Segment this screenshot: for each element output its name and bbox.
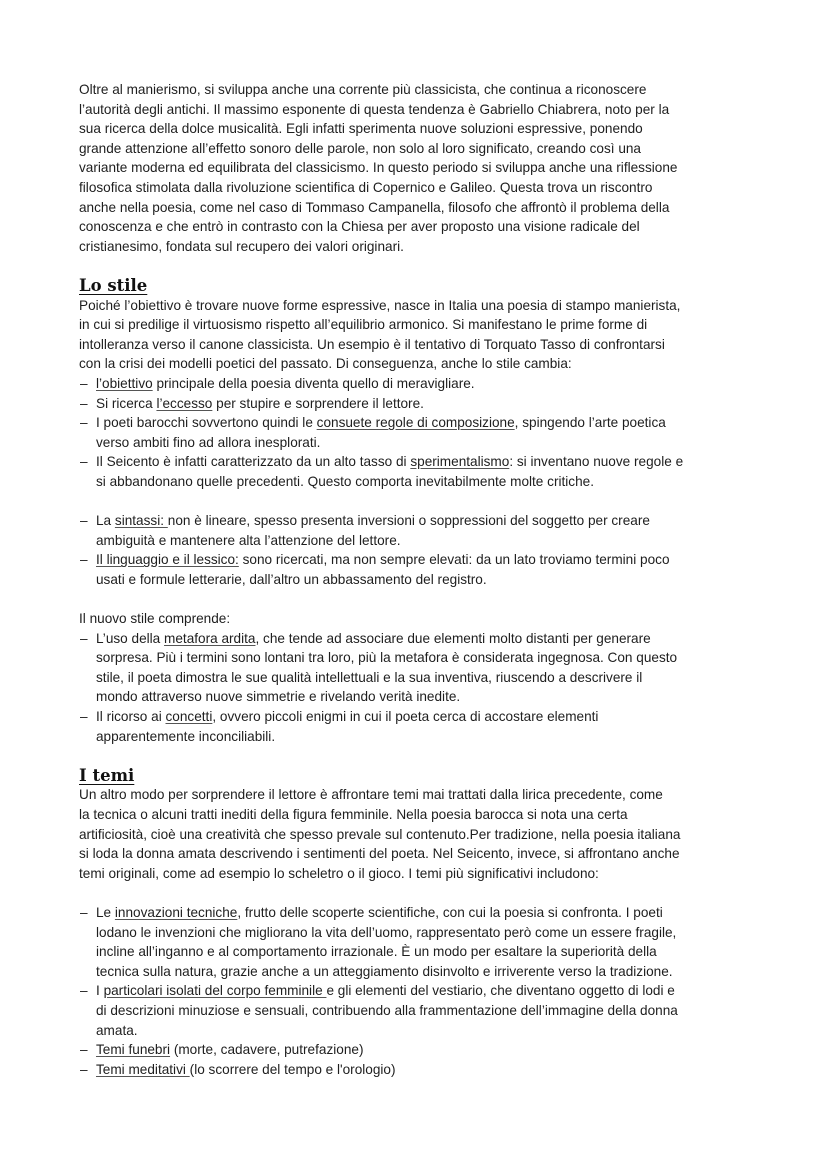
text-line xyxy=(96,981,769,1001)
text-segment: Le xyxy=(96,904,115,920)
text-segment: I poeti barocchi sovvertono quindi le xyxy=(96,415,317,431)
dash-bullet-icon: – xyxy=(80,395,88,411)
dash-bullet-icon: – xyxy=(80,709,88,724)
paragraph xyxy=(79,785,769,883)
text-line xyxy=(96,511,769,531)
text-line: grande attenzione all’effetto sonoro delle parole, non solo al loro significato, creando così una xyxy=(79,140,641,156)
text-line xyxy=(96,1040,769,1060)
document-page xyxy=(79,80,769,1079)
underlined-term: consuete regole di composizione xyxy=(316,415,515,431)
text-line: Un altro modo per sorprendere il lettore è affrontare temi mai trattati dalla lirica precedente, come xyxy=(79,787,663,803)
text-line: conoscenza e che entrò in contrasto con la Chiesa per aver proposto una visione radicale del xyxy=(79,219,640,235)
text-segment: , spingendo l’arte poetica xyxy=(514,415,666,431)
section-i-temi xyxy=(79,766,769,1080)
text-segment: : si inventano nuove regole e xyxy=(509,454,684,470)
text-line xyxy=(96,1060,769,1080)
text-line: si loda la donna amata descrivendo i sentimenti del poeta. Nel Seicento, invece, si affrontano anche xyxy=(79,846,680,862)
dash-bullet-icon: – xyxy=(80,904,88,920)
text-line: anche nella poesia, come nel caso di Tommaso Campanella, filosofo che affrontò il problema della xyxy=(79,199,670,215)
text-line: sorpresa. Più i termini sono lontani tra loro, più la metafora è considerata ingegnosa. Con questo xyxy=(96,650,678,666)
list-item xyxy=(79,374,769,394)
list-item xyxy=(79,394,769,414)
text-segment: , ovvero piccoli enigmi in cui il poeta cerca di accostare elementi xyxy=(212,709,599,724)
text-line: la tecnica o alcuni tratti inediti della figura femminile. Nella poesia barocca si nota una certa xyxy=(79,806,628,822)
bullet-list xyxy=(79,629,769,747)
text-line: in cui si predilige il virtuosismo rispetto all’equilibrio armonico. Si manifestano le prime forme di xyxy=(79,317,648,333)
text-line: filosofica stimolata dalla rivoluzione scientifica di Copernico e Galileo. Questa trova un riscontro xyxy=(79,179,653,195)
list-item xyxy=(79,1040,769,1060)
text-segment: principale della poesia diventa quello di meravigliare. xyxy=(152,375,475,391)
text-segment: (morte, cadavere, putrefazione) xyxy=(170,1042,364,1058)
text-line: lodano le invenzioni che migliorano la vita dell’uomo, rappresentato però come un essere fragile, xyxy=(96,924,677,940)
list-item xyxy=(79,511,769,550)
list-item xyxy=(79,413,769,452)
underlined-term: Temi funebri xyxy=(96,1042,171,1058)
text-line: stile, il poeta dimostra le sue qualità intellettuali e la sua inventiva, riuscendo a descrivere il xyxy=(96,669,643,685)
text-line xyxy=(96,394,769,414)
text-segment: I xyxy=(96,983,104,999)
text-line xyxy=(96,452,769,472)
underlined-term: metafora ardita xyxy=(164,630,256,646)
dash-bullet-icon: – xyxy=(80,513,88,529)
dash-bullet-icon: – xyxy=(80,983,88,999)
dash-bullet-icon: – xyxy=(80,1061,88,1077)
text-line: Poiché l’obiettivo è trovare nuove forme espressive, nasce in Italia una poesia di stampo manierista, xyxy=(79,297,681,313)
text-line xyxy=(96,374,769,394)
dash-bullet-icon: – xyxy=(80,375,88,391)
text-line: Il nuovo stile comprende: xyxy=(79,611,231,627)
text-line xyxy=(96,550,769,570)
list-item xyxy=(79,707,769,746)
bullet-list xyxy=(79,511,769,589)
text-segment: sono ricercati, ma non sempre elevati: da un lato troviamo termini poco xyxy=(238,552,670,568)
section-heading: Lo stile xyxy=(79,275,148,295)
text-line: variante moderna ed equilibrata del classicismo. In questo periodo si sviluppa anche una riflessione xyxy=(79,160,678,176)
underlined-term: Il linguaggio e il lessico: xyxy=(96,552,239,568)
text-segment: (lo scorrere del tempo e l'orologio) xyxy=(189,1061,396,1077)
text-segment: La xyxy=(96,513,115,529)
text-line: verso ambiti fino ad allora inesplorati. xyxy=(96,434,321,450)
text-line: con la crisi dei modelli poetici del passato. Di conseguenza, anche lo stile cambia: xyxy=(79,356,572,372)
text-segment: , che tende ad associare due elementi molto distanti per generare xyxy=(255,630,651,646)
text-line: apparentemente inconciliabili. xyxy=(96,728,276,744)
list-item xyxy=(79,1060,769,1080)
list-item xyxy=(79,903,769,981)
list-item xyxy=(79,452,769,491)
underlined-term: sintassi: xyxy=(114,513,168,529)
text-segment: Il Seicento è infatti caratterizzato da un alto tasso di xyxy=(96,454,411,470)
text-line: Oltre al manierismo, si sviluppa anche una corrente più classicista, che continua a riconoscere xyxy=(79,82,647,97)
text-line: artificiosità, cioè una creatività che spesso prevale sul contenuto.Per tradizione, nella poesia italiana xyxy=(79,826,681,842)
text-line xyxy=(96,903,769,923)
text-line: tecnica sulla natura, grazie anche a un atteggiamento disinvolto e irriverente verso la tradizione. xyxy=(96,963,673,979)
text-line xyxy=(96,629,769,649)
underlined-term: l’eccesso xyxy=(156,395,213,411)
underlined-term: particolari isolati del corpo femminile xyxy=(103,983,327,999)
list-item xyxy=(79,629,769,707)
text-segment: L’uso della xyxy=(96,630,165,646)
text-segment: Si ricerca xyxy=(96,395,157,411)
dash-bullet-icon: – xyxy=(80,415,88,431)
bullet-list xyxy=(79,374,769,492)
text-line: mondo attraverso nuove simmetrie e rivelando verità inedite. xyxy=(96,689,461,705)
paragraph xyxy=(79,609,769,629)
text-line: temi originali, come ad esempio lo scheletro o il gioco. I temi più significativi includono: xyxy=(79,865,599,881)
text-line: ambiguità e mantenere alta l’attenzione del lettore. xyxy=(96,532,401,548)
dash-bullet-icon: – xyxy=(80,1042,88,1058)
intro-paragraph xyxy=(79,80,769,256)
list-item xyxy=(79,550,769,589)
text-line: incline all’inganno e al comportamento irrazionale. È un modo per esaltare la superiorità della xyxy=(96,944,657,960)
section-heading: I temi xyxy=(79,765,135,785)
paragraph xyxy=(79,296,769,374)
text-line: cristianesimo, fondata sul recupero dei valori originari. xyxy=(79,238,404,254)
text-segment: per stupire e sorprendere il lettore. xyxy=(212,395,424,411)
underlined-term: concetti xyxy=(165,709,213,724)
bullet-list xyxy=(79,903,769,1079)
underlined-term: Temi meditativi xyxy=(96,1061,190,1077)
text-line: di descrizioni minuziose e sensuali, contribuendo alla frammentazione dell’immagine della donna xyxy=(96,1002,678,1018)
text-line: intolleranza verso il canone classicista. Un esempio è il tentativo di Torquato Tasso di confrontarsi xyxy=(79,336,665,352)
text-line xyxy=(96,413,769,433)
text-line: usati e formule letterarie, dall’altro un abbassamento del registro. xyxy=(96,571,487,587)
text-line: l’autorità degli antichi. Il massimo esponente di questa tendenza è Gabriello Chiabrera, noto per la xyxy=(79,101,670,117)
text-line xyxy=(96,707,769,727)
text-segment: e gli elementi del vestiario, che diventano oggetto di lodi e xyxy=(326,983,675,999)
text-segment: Il ricorso ai xyxy=(96,709,166,724)
underlined-term: sperimentalismo xyxy=(410,454,510,470)
underlined-term: l’obiettivo xyxy=(96,375,153,391)
list-item xyxy=(79,981,769,1040)
text-line: sua ricerca della dolce musicalità. Egli infatti sperimenta nuove soluzioni espressive, ponendo xyxy=(79,121,643,137)
section-lo-stile xyxy=(79,276,769,746)
dash-bullet-icon: – xyxy=(80,552,88,568)
dash-bullet-icon: – xyxy=(80,454,88,470)
text-line: amata. xyxy=(96,1022,138,1038)
text-line: si abbandonano quelle precedenti. Questo comporta inevitabilmente molte critiche. xyxy=(96,473,594,489)
text-segment: non è lineare, spesso presenta inversioni o soppressioni del soggetto per creare xyxy=(167,513,650,529)
underlined-term: innovazioni tecniche xyxy=(114,904,238,920)
dash-bullet-icon: – xyxy=(80,630,88,646)
text-segment: , frutto delle scoperte scientifiche, con cui la poesia si confronta. I poeti xyxy=(237,904,663,920)
